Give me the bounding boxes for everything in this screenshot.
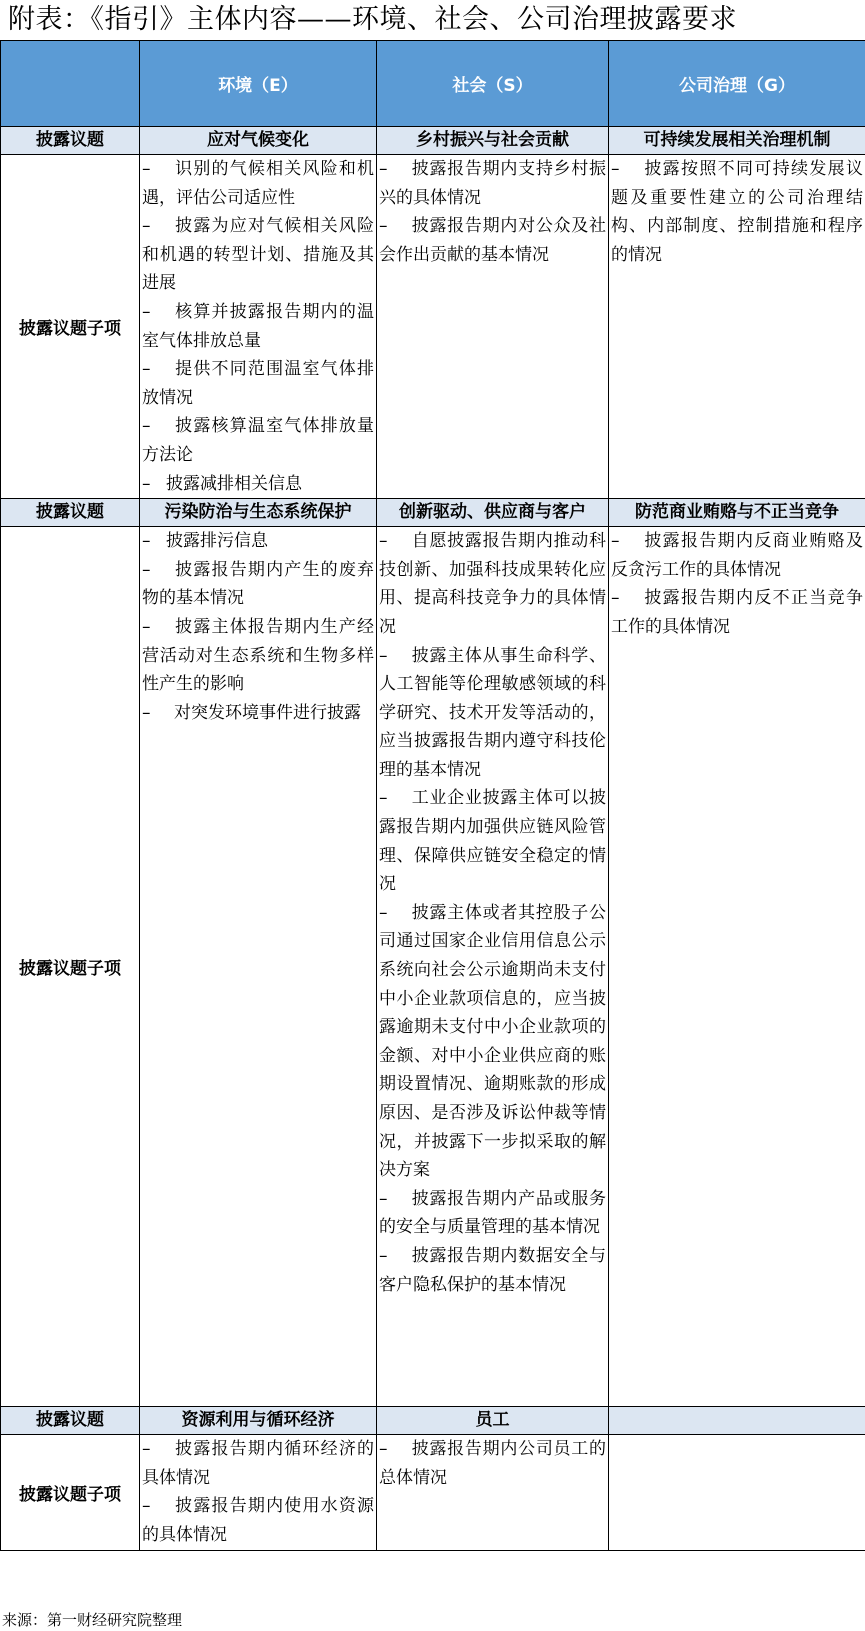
disclosure-table [0,40,865,1551]
subitem-cell-empty [609,1435,865,1551]
topic-label: 披露议题 [1,127,140,155]
subitem-cell [140,527,377,1407]
list-item: – 自愿披露报告期内推动科技创新、加强科技成果转化应用、提高科技竞争力的具体情况 [379,531,606,637]
topic-cell [609,1407,865,1435]
list-item: – 提供不同范围温室气体排放情况 [142,359,374,408]
subitem-cell [377,1435,609,1551]
subitem-cell [140,1435,377,1551]
list-item: – 披露报告期内对公众及社会作出贡献的基本情况 [379,216,606,265]
page-title: 附表：《指引》主体内容——环境、社会、公司治理披露要求 [8,4,737,35]
topic-cell: 资源利用与循环经济 [140,1407,377,1435]
list-item: – 披露报告期内支持乡村振兴的具体情况 [379,159,606,208]
topic-row [1,1407,865,1435]
topic-cell: 防范商业贿赂与不正当竞争 [609,499,865,527]
list-item: – 披露报告期内产品或服务的安全与质量管理的基本情况 [379,1188,606,1238]
subitem-label: 披露议题子项 [1,1435,140,1551]
list-item: – 披露报告期内反不正当竞争工作的具体情况 [611,588,863,637]
header-blank-cell [1,41,140,127]
list-item: – 工业企业披露主体可以披露报告期内加强供应链风险管理、保障供应链安全稳定的情况 [379,788,606,895]
list-item: – 披露主体或者其控股子公司通过国家企业信用信息公示系统向社会公示逾期尚未支付中小企业款项信息的，应当披露逾期未支付中小企业款项的金额、对中小企业供应商的账期设置情况、逾期账款的形成原因、是否涉及诉讼仲裁等情况，并披露下一步拟采取的解决方案 [379,902,606,1181]
list-item: – 披露报告期内公司员工的总体情况 [379,1439,606,1488]
header-social: 社会（S） [377,41,609,127]
topic-row [1,499,865,527]
list-item: – 识别的气候相关风险和机遇，评估公司适应性 [142,159,374,208]
subitem-cell [377,527,609,1407]
subitem-row [1,527,865,1407]
list-item: – 披露报告期内数据安全与客户隐私保护的基本情况 [379,1245,606,1295]
topic-label: 披露议题 [1,499,140,527]
list-item: – 披露报告期内反商业贿赂及反贪污工作的具体情况 [611,531,863,580]
subitem-label: 披露议题子项 [1,155,140,499]
subitem-cell [140,155,377,499]
subitem-row [1,155,865,499]
list-item: – 披露按照不同可持续发展议题及重要性建立的公司治理结构、内部制度、控制措施和程序的情况 [611,159,863,265]
header-environment: 环境（E） [140,41,377,127]
list-item: – 披露减排相关信息 [142,473,302,494]
topic-cell: 应对气候变化 [140,127,377,155]
topic-cell: 污染防治与生态系统保护 [140,499,377,527]
list-item: – 披露主体报告期内生产经营活动对生态系统和生物多样性产生的影响 [142,616,374,695]
subitem-cell [609,527,865,1407]
header-governance: 公司治理（G） [609,41,865,127]
topic-row [1,127,865,155]
list-item: – 披露为应对气候相关风险和机遇的转型计划、措施及其进展 [142,216,374,294]
list-item: – 披露报告期内产生的废弃物的基本情况 [142,559,374,609]
subitem-cell [609,155,865,499]
list-item: – 披露核算温室气体排放量方法论 [142,416,374,465]
subitem-row [1,1435,865,1551]
source-note: 来源：第一财经研究院整理 [2,1611,183,1629]
list-item: – 对突发环境事件进行披露 [142,702,361,723]
list-item: – 披露主体从事生命科学、人工智能等伦理敏感领域的科学研究、技术开发等活动的，应当披露报告期内遵守科技伦理的基本情况 [379,645,606,780]
subitem-label: 披露议题子项 [1,527,140,1407]
header-row [1,41,865,127]
list-item: – 披露报告期内循环经济的具体情况 [142,1439,374,1488]
list-item: – 披露报告期内使用水资源的具体情况 [142,1496,374,1545]
list-item: – 披露排污信息 [142,531,268,552]
topic-label: 披露议题 [1,1407,140,1435]
topic-cell: 可持续发展相关治理机制 [609,127,865,155]
topic-cell: 乡村振兴与社会贡献 [377,127,609,155]
topic-cell: 创新驱动、供应商与客户 [377,499,609,527]
list-item: – 核算并披露报告期内的温室气体排放总量 [142,301,374,351]
topic-cell: 员工 [377,1407,609,1435]
subitem-cell [377,155,609,499]
